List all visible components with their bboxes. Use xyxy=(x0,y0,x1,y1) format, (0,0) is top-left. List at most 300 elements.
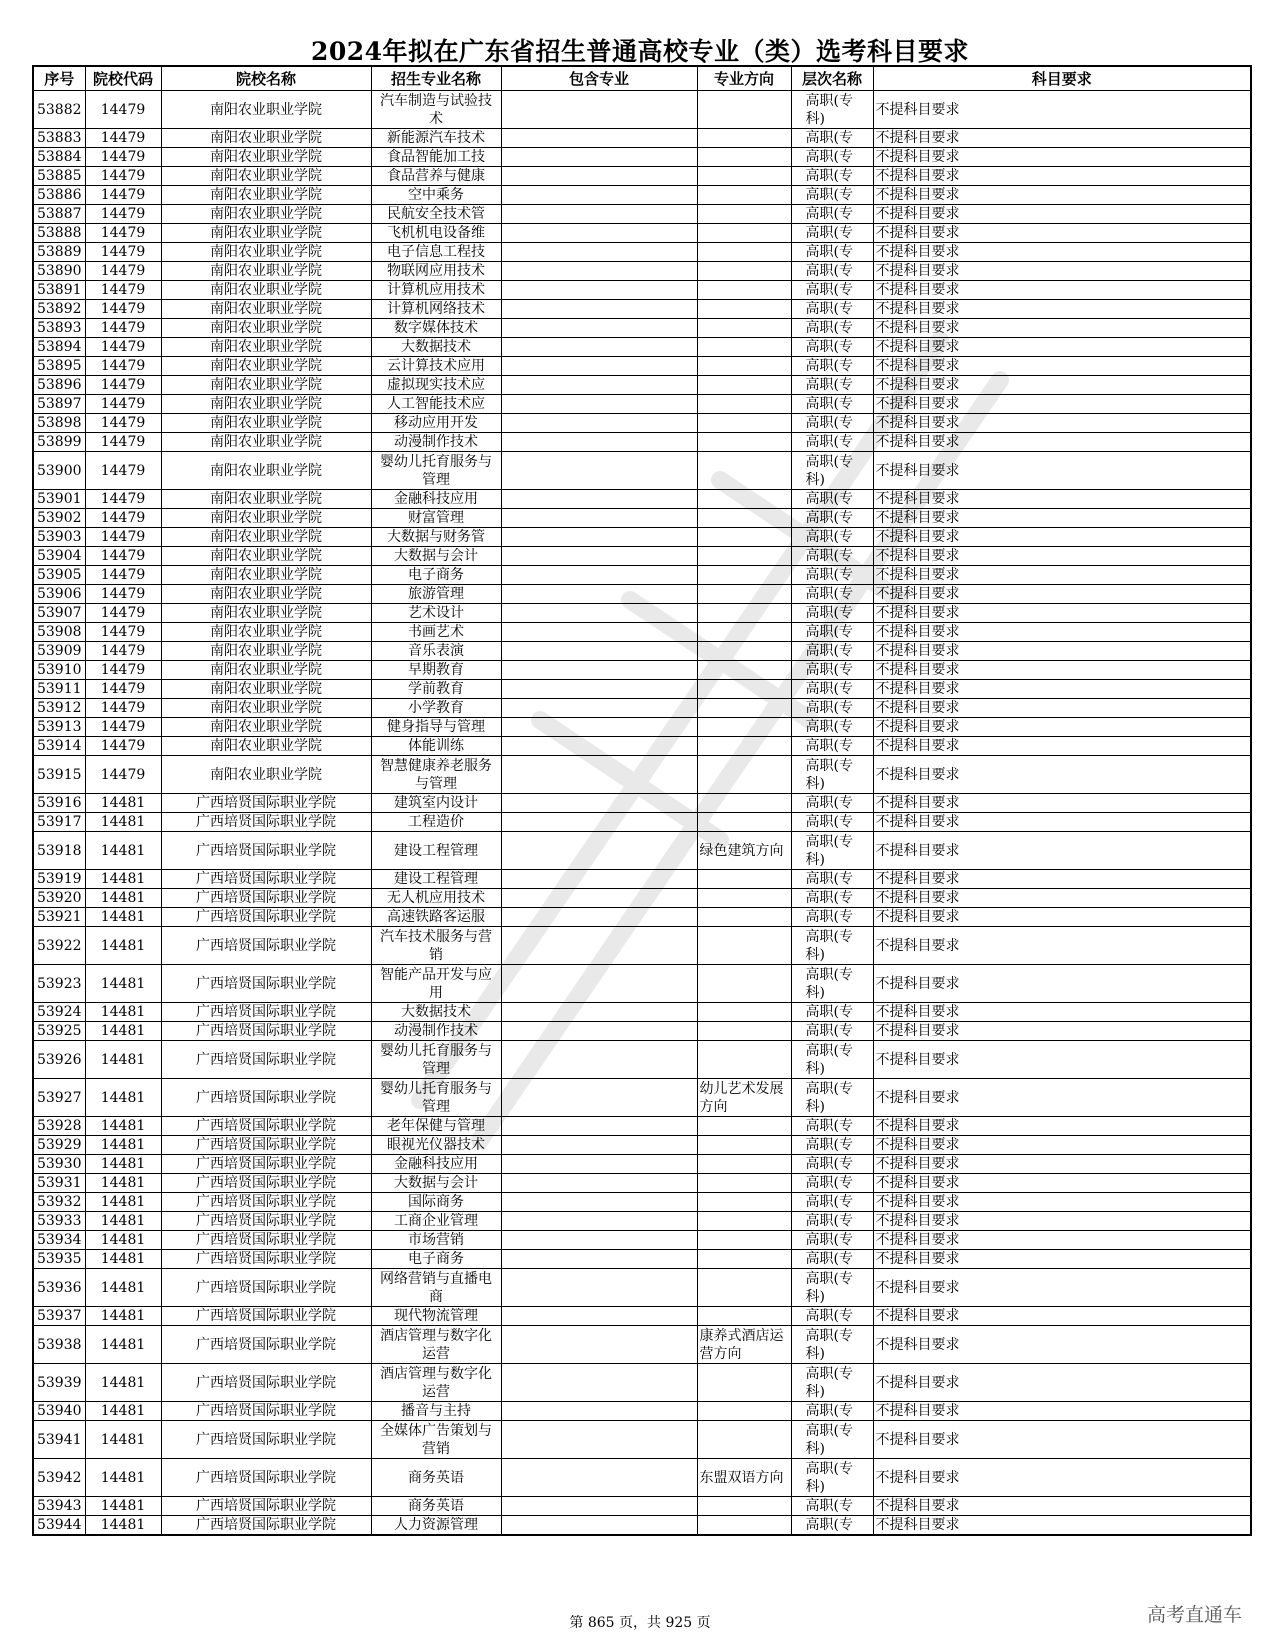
cell-major: 飞机机电设备维 xyxy=(371,224,501,243)
cell-requirement: 不提科目要求 xyxy=(873,376,1251,395)
table-row xyxy=(33,623,1251,642)
cell-requirement: 不提科目要求 xyxy=(873,1459,1251,1497)
cell-no: 53894 xyxy=(33,338,85,357)
cell-direction xyxy=(697,1193,791,1212)
cell-included xyxy=(501,756,697,794)
header-major: 招生专业名称 xyxy=(371,66,501,91)
cell-level: 高职(专 xyxy=(791,1212,873,1231)
cell-requirement: 不提科目要求 xyxy=(873,794,1251,813)
cell-requirement: 不提科目要求 xyxy=(873,737,1251,756)
cell-requirement: 不提科目要求 xyxy=(873,566,1251,585)
cell-level: 高职(专 xyxy=(791,490,873,509)
cell-requirement: 不提科目要求 xyxy=(873,186,1251,205)
cell-no: 53888 xyxy=(33,224,85,243)
cell-major: 食品智能加工技 xyxy=(371,148,501,167)
cell-included xyxy=(501,1421,697,1459)
cell-code: 14479 xyxy=(85,319,161,338)
cell-level: 高职(专科) xyxy=(791,1079,873,1117)
cell-no: 53922 xyxy=(33,927,85,965)
cell-direction xyxy=(697,927,791,965)
cell-major: 高速铁路客运服 xyxy=(371,908,501,927)
cell-requirement: 不提科目要求 xyxy=(873,756,1251,794)
cell-included xyxy=(501,129,697,148)
cell-included xyxy=(501,1212,697,1231)
cell-no: 53889 xyxy=(33,243,85,262)
cell-code: 14479 xyxy=(85,224,161,243)
cell-no: 53908 xyxy=(33,623,85,642)
table-row xyxy=(33,1231,1251,1250)
cell-major: 艺术设计 xyxy=(371,604,501,623)
cell-requirement: 不提科目要求 xyxy=(873,680,1251,699)
cell-direction xyxy=(697,433,791,452)
cell-code: 14479 xyxy=(85,680,161,699)
cell-included xyxy=(501,965,697,1003)
cell-direction xyxy=(697,699,791,718)
cell-no: 53937 xyxy=(33,1307,85,1326)
cell-code: 14479 xyxy=(85,699,161,718)
cell-requirement: 不提科目要求 xyxy=(873,1402,1251,1421)
cell-direction xyxy=(697,1003,791,1022)
cell-no: 53943 xyxy=(33,1497,85,1516)
requirements-table xyxy=(32,65,1252,1536)
cell-included xyxy=(501,1231,697,1250)
cell-code: 14479 xyxy=(85,566,161,585)
cell-direction xyxy=(697,376,791,395)
cell-school: 南阳农业职业学院 xyxy=(161,699,371,718)
cell-included xyxy=(501,832,697,870)
cell-no: 53924 xyxy=(33,1003,85,1022)
cell-school: 广西培贤国际职业学院 xyxy=(161,1117,371,1136)
cell-major: 大数据技术 xyxy=(371,338,501,357)
table-row xyxy=(33,1022,1251,1041)
cell-code: 14481 xyxy=(85,908,161,927)
cell-school: 广西培贤国际职业学院 xyxy=(161,1364,371,1402)
cell-school: 南阳农业职业学院 xyxy=(161,395,371,414)
cell-school: 广西培贤国际职业学院 xyxy=(161,908,371,927)
cell-no: 53920 xyxy=(33,889,85,908)
table-row xyxy=(33,433,1251,452)
table-row xyxy=(33,1497,1251,1516)
cell-major: 云计算技术应用 xyxy=(371,357,501,376)
cell-included xyxy=(501,623,697,642)
cell-code: 14481 xyxy=(85,1193,161,1212)
cell-school: 广西培贤国际职业学院 xyxy=(161,1326,371,1364)
cell-school: 广西培贤国际职业学院 xyxy=(161,1231,371,1250)
page-title: 2024年拟在广东省招生普通高校专业（类）选考科目要求 xyxy=(310,37,970,66)
cell-included xyxy=(501,1022,697,1041)
cell-school: 南阳农业职业学院 xyxy=(161,243,371,262)
cell-included xyxy=(501,585,697,604)
table-row xyxy=(33,1003,1251,1022)
cell-school: 南阳农业职业学院 xyxy=(161,452,371,490)
cell-code: 14479 xyxy=(85,642,161,661)
cell-no: 53904 xyxy=(33,547,85,566)
cell-direction xyxy=(697,1269,791,1307)
cell-major: 工程造价 xyxy=(371,813,501,832)
cell-included xyxy=(501,91,697,129)
cell-direction: 绿色建筑方向 xyxy=(697,832,791,870)
cell-no: 53902 xyxy=(33,509,85,528)
cell-school: 南阳农业职业学院 xyxy=(161,642,371,661)
cell-school: 南阳农业职业学院 xyxy=(161,91,371,129)
table-row xyxy=(33,870,1251,889)
cell-no: 53885 xyxy=(33,167,85,186)
cell-direction xyxy=(697,509,791,528)
cell-school: 广西培贤国际职业学院 xyxy=(161,794,371,813)
cell-level: 高职(专 xyxy=(791,433,873,452)
table-row xyxy=(33,1136,1251,1155)
cell-requirement: 不提科目要求 xyxy=(873,604,1251,623)
cell-school: 南阳农业职业学院 xyxy=(161,680,371,699)
cell-included xyxy=(501,699,697,718)
cell-school: 广西培贤国际职业学院 xyxy=(161,927,371,965)
cell-major: 大数据与会计 xyxy=(371,547,501,566)
cell-level: 高职(专科) xyxy=(791,452,873,490)
cell-major: 动漫制作技术 xyxy=(371,1022,501,1041)
cell-direction xyxy=(697,1212,791,1231)
cell-major: 汽车制造与试验技术 xyxy=(371,91,501,129)
cell-code: 14481 xyxy=(85,1269,161,1307)
cell-requirement: 不提科目要求 xyxy=(873,91,1251,129)
table-row xyxy=(33,585,1251,604)
cell-requirement: 不提科目要求 xyxy=(873,281,1251,300)
cell-code: 14481 xyxy=(85,1497,161,1516)
cell-requirement: 不提科目要求 xyxy=(873,1307,1251,1326)
cell-major: 工商企业管理 xyxy=(371,1212,501,1231)
cell-included xyxy=(501,1193,697,1212)
cell-included xyxy=(501,243,697,262)
table-row xyxy=(33,91,1251,129)
cell-direction xyxy=(697,414,791,433)
cell-direction xyxy=(697,756,791,794)
cell-included xyxy=(501,1136,697,1155)
cell-level: 高职(专 xyxy=(791,1516,873,1536)
cell-major: 体能训练 xyxy=(371,737,501,756)
cell-code: 14479 xyxy=(85,661,161,680)
cell-direction: 幼儿艺术发展方向 xyxy=(697,1079,791,1117)
cell-code: 14481 xyxy=(85,1307,161,1326)
header-requirement: 科目要求 xyxy=(873,66,1251,91)
table-row xyxy=(33,737,1251,756)
table-row xyxy=(33,794,1251,813)
cell-requirement: 不提科目要求 xyxy=(873,1174,1251,1193)
table-row xyxy=(33,243,1251,262)
table-row xyxy=(33,452,1251,490)
cell-major: 物联网应用技术 xyxy=(371,262,501,281)
cell-requirement: 不提科目要求 xyxy=(873,699,1251,718)
cell-direction xyxy=(697,1307,791,1326)
cell-level: 高职(专 xyxy=(791,585,873,604)
cell-code: 14479 xyxy=(85,91,161,129)
cell-code: 14479 xyxy=(85,547,161,566)
cell-major: 婴幼儿托育服务与管理 xyxy=(371,1041,501,1079)
cell-code: 14479 xyxy=(85,205,161,224)
table-row xyxy=(33,1402,1251,1421)
cell-direction xyxy=(697,1231,791,1250)
cell-direction xyxy=(697,1174,791,1193)
cell-level: 高职(专 xyxy=(791,1231,873,1250)
cell-code: 14479 xyxy=(85,585,161,604)
cell-requirement: 不提科目要求 xyxy=(873,395,1251,414)
cell-included xyxy=(501,870,697,889)
cell-direction xyxy=(697,395,791,414)
cell-no: 53895 xyxy=(33,357,85,376)
cell-major: 婴幼儿托育服务与管理 xyxy=(371,452,501,490)
cell-major: 金融科技应用 xyxy=(371,1155,501,1174)
table-row xyxy=(33,509,1251,528)
cell-no: 53933 xyxy=(33,1212,85,1231)
cell-included xyxy=(501,1497,697,1516)
cell-code: 14481 xyxy=(85,927,161,965)
cell-level: 高职(专 xyxy=(791,338,873,357)
cell-school: 南阳农业职业学院 xyxy=(161,604,371,623)
cell-major: 大数据技术 xyxy=(371,1003,501,1022)
cell-included xyxy=(501,395,697,414)
cell-code: 14481 xyxy=(85,1231,161,1250)
cell-requirement: 不提科目要求 xyxy=(873,1326,1251,1364)
cell-direction xyxy=(697,1516,791,1536)
cell-direction xyxy=(697,1421,791,1459)
table-row xyxy=(33,167,1251,186)
cell-level: 高职(专 xyxy=(791,414,873,433)
cell-included xyxy=(501,1402,697,1421)
cell-major: 健身指导与管理 xyxy=(371,718,501,737)
cell-direction xyxy=(697,452,791,490)
cell-direction xyxy=(697,338,791,357)
cell-school: 南阳农业职业学院 xyxy=(161,224,371,243)
cell-no: 53886 xyxy=(33,186,85,205)
cell-school: 广西培贤国际职业学院 xyxy=(161,1174,371,1193)
cell-direction: 东盟双语方向 xyxy=(697,1459,791,1497)
cell-school: 南阳农业职业学院 xyxy=(161,376,371,395)
cell-requirement: 不提科目要求 xyxy=(873,1497,1251,1516)
cell-code: 14479 xyxy=(85,262,161,281)
cell-level: 高职(专科) xyxy=(791,1269,873,1307)
table-body xyxy=(33,91,1251,1536)
cell-no: 53918 xyxy=(33,832,85,870)
cell-major: 酒店管理与数字化运营 xyxy=(371,1326,501,1364)
cell-direction xyxy=(697,1117,791,1136)
table-row xyxy=(33,129,1251,148)
cell-level: 高职(专 xyxy=(791,148,873,167)
cell-direction xyxy=(697,262,791,281)
cell-level: 高职(专 xyxy=(791,262,873,281)
cell-code: 14481 xyxy=(85,889,161,908)
cell-level: 高职(专 xyxy=(791,167,873,186)
cell-level: 高职(专 xyxy=(791,300,873,319)
cell-code: 14479 xyxy=(85,129,161,148)
cell-level: 高职(专 xyxy=(791,661,873,680)
cell-code: 14479 xyxy=(85,357,161,376)
cell-no: 53917 xyxy=(33,813,85,832)
cell-no: 53900 xyxy=(33,452,85,490)
cell-included xyxy=(501,338,697,357)
cell-code: 14479 xyxy=(85,243,161,262)
cell-included xyxy=(501,1269,697,1307)
cell-code: 14479 xyxy=(85,338,161,357)
table-row xyxy=(33,148,1251,167)
cell-included xyxy=(501,376,697,395)
cell-school: 广西培贤国际职业学院 xyxy=(161,1307,371,1326)
cell-school: 南阳农业职业学院 xyxy=(161,433,371,452)
cell-code: 14479 xyxy=(85,376,161,395)
cell-code: 14481 xyxy=(85,1250,161,1269)
cell-code: 14481 xyxy=(85,1155,161,1174)
cell-no: 53936 xyxy=(33,1269,85,1307)
cell-no: 53938 xyxy=(33,1326,85,1364)
cell-direction xyxy=(697,205,791,224)
cell-major: 电子商务 xyxy=(371,1250,501,1269)
cell-major: 空中乘务 xyxy=(371,186,501,205)
cell-included xyxy=(501,167,697,186)
cell-direction xyxy=(697,737,791,756)
table-row xyxy=(33,262,1251,281)
cell-requirement: 不提科目要求 xyxy=(873,547,1251,566)
cell-code: 14479 xyxy=(85,433,161,452)
cell-level: 高职(专科) xyxy=(791,91,873,129)
cell-school: 南阳农业职业学院 xyxy=(161,528,371,547)
cell-level: 高职(专 xyxy=(791,680,873,699)
cell-level: 高职(专科) xyxy=(791,965,873,1003)
cell-school: 广西培贤国际职业学院 xyxy=(161,1269,371,1307)
cell-included xyxy=(501,566,697,585)
cell-code: 14479 xyxy=(85,737,161,756)
cell-level: 高职(专 xyxy=(791,1402,873,1421)
cell-no: 53925 xyxy=(33,1022,85,1041)
cell-direction xyxy=(697,1022,791,1041)
table-row xyxy=(33,908,1251,927)
cell-major: 眼视光仪器技术 xyxy=(371,1136,501,1155)
cell-code: 14479 xyxy=(85,167,161,186)
cell-requirement: 不提科目要求 xyxy=(873,1421,1251,1459)
cell-school: 广西培贤国际职业学院 xyxy=(161,1003,371,1022)
cell-included xyxy=(501,148,697,167)
cell-no: 53935 xyxy=(33,1250,85,1269)
cell-included xyxy=(501,1079,697,1117)
cell-direction xyxy=(697,794,791,813)
cell-major: 市场营销 xyxy=(371,1231,501,1250)
cell-major: 婴幼儿托育服务与管理 xyxy=(371,1079,501,1117)
cell-requirement: 不提科目要求 xyxy=(873,832,1251,870)
cell-school: 南阳农业职业学院 xyxy=(161,148,371,167)
cell-requirement: 不提科目要求 xyxy=(873,1516,1251,1536)
cell-major: 商务英语 xyxy=(371,1497,501,1516)
cell-major: 早期教育 xyxy=(371,661,501,680)
cell-requirement: 不提科目要求 xyxy=(873,1022,1251,1041)
cell-included xyxy=(501,1003,697,1022)
header-code: 院校代码 xyxy=(85,66,161,91)
table-row xyxy=(33,1155,1251,1174)
cell-included xyxy=(501,357,697,376)
table-row xyxy=(33,566,1251,585)
cell-level: 高职(专 xyxy=(791,1155,873,1174)
cell-level: 高职(专科) xyxy=(791,1326,873,1364)
cell-code: 14481 xyxy=(85,1117,161,1136)
table-row xyxy=(33,528,1251,547)
cell-code: 14481 xyxy=(85,1516,161,1536)
cell-no: 53927 xyxy=(33,1079,85,1117)
cell-included xyxy=(501,205,697,224)
cell-major: 动漫制作技术 xyxy=(371,433,501,452)
cell-level: 高职(专 xyxy=(791,357,873,376)
table-row xyxy=(33,832,1251,870)
cell-no: 53899 xyxy=(33,433,85,452)
cell-direction xyxy=(697,680,791,699)
cell-level: 高职(专 xyxy=(791,623,873,642)
cell-included xyxy=(501,281,697,300)
cell-included xyxy=(501,604,697,623)
table-row xyxy=(33,965,1251,1003)
cell-requirement: 不提科目要求 xyxy=(873,319,1251,338)
cell-level: 高职(专 xyxy=(791,281,873,300)
cell-no: 53940 xyxy=(33,1402,85,1421)
cell-included xyxy=(501,642,697,661)
cell-requirement: 不提科目要求 xyxy=(873,528,1251,547)
table-row xyxy=(33,1421,1251,1459)
cell-code: 14481 xyxy=(85,1402,161,1421)
cell-requirement: 不提科目要求 xyxy=(873,433,1251,452)
cell-direction xyxy=(697,1402,791,1421)
cell-direction xyxy=(697,623,791,642)
cell-code: 14481 xyxy=(85,1136,161,1155)
cell-major: 建设工程管理 xyxy=(371,870,501,889)
cell-included xyxy=(501,509,697,528)
cell-school: 南阳农业职业学院 xyxy=(161,509,371,528)
cell-code: 14479 xyxy=(85,414,161,433)
cell-requirement: 不提科目要求 xyxy=(873,585,1251,604)
cell-school: 南阳农业职业学院 xyxy=(161,623,371,642)
cell-included xyxy=(501,1155,697,1174)
cell-requirement: 不提科目要求 xyxy=(873,490,1251,509)
table-header-row xyxy=(33,66,1251,91)
cell-direction xyxy=(697,91,791,129)
cell-school: 南阳农业职业学院 xyxy=(161,357,371,376)
cell-requirement: 不提科目要求 xyxy=(873,509,1251,528)
cell-requirement: 不提科目要求 xyxy=(873,1231,1251,1250)
cell-major: 建设工程管理 xyxy=(371,832,501,870)
cell-requirement: 不提科目要求 xyxy=(873,642,1251,661)
cell-direction xyxy=(697,566,791,585)
cell-no: 53887 xyxy=(33,205,85,224)
cell-requirement: 不提科目要求 xyxy=(873,243,1251,262)
table-row xyxy=(33,395,1251,414)
cell-direction xyxy=(697,300,791,319)
table-row xyxy=(33,1117,1251,1136)
cell-included xyxy=(501,414,697,433)
cell-included xyxy=(501,452,697,490)
table-row xyxy=(33,889,1251,908)
cell-school: 广西培贤国际职业学院 xyxy=(161,1402,371,1421)
cell-code: 14479 xyxy=(85,623,161,642)
cell-level: 高职(专 xyxy=(791,528,873,547)
cell-school: 广西培贤国际职业学院 xyxy=(161,870,371,889)
cell-included xyxy=(501,794,697,813)
cell-code: 14479 xyxy=(85,395,161,414)
page-footer: 第 865 页，共 925 页 xyxy=(569,1615,711,1631)
table-row xyxy=(33,927,1251,965)
cell-no: 53884 xyxy=(33,148,85,167)
cell-level: 高职(专 xyxy=(791,129,873,148)
cell-level: 高职(专 xyxy=(791,1003,873,1022)
cell-school: 广西培贤国际职业学院 xyxy=(161,1193,371,1212)
cell-school: 南阳农业职业学院 xyxy=(161,205,371,224)
cell-direction xyxy=(697,813,791,832)
cell-requirement: 不提科目要求 xyxy=(873,414,1251,433)
header-school: 院校名称 xyxy=(161,66,371,91)
cell-level: 高职(专 xyxy=(791,186,873,205)
cell-direction xyxy=(697,661,791,680)
table-row xyxy=(33,357,1251,376)
